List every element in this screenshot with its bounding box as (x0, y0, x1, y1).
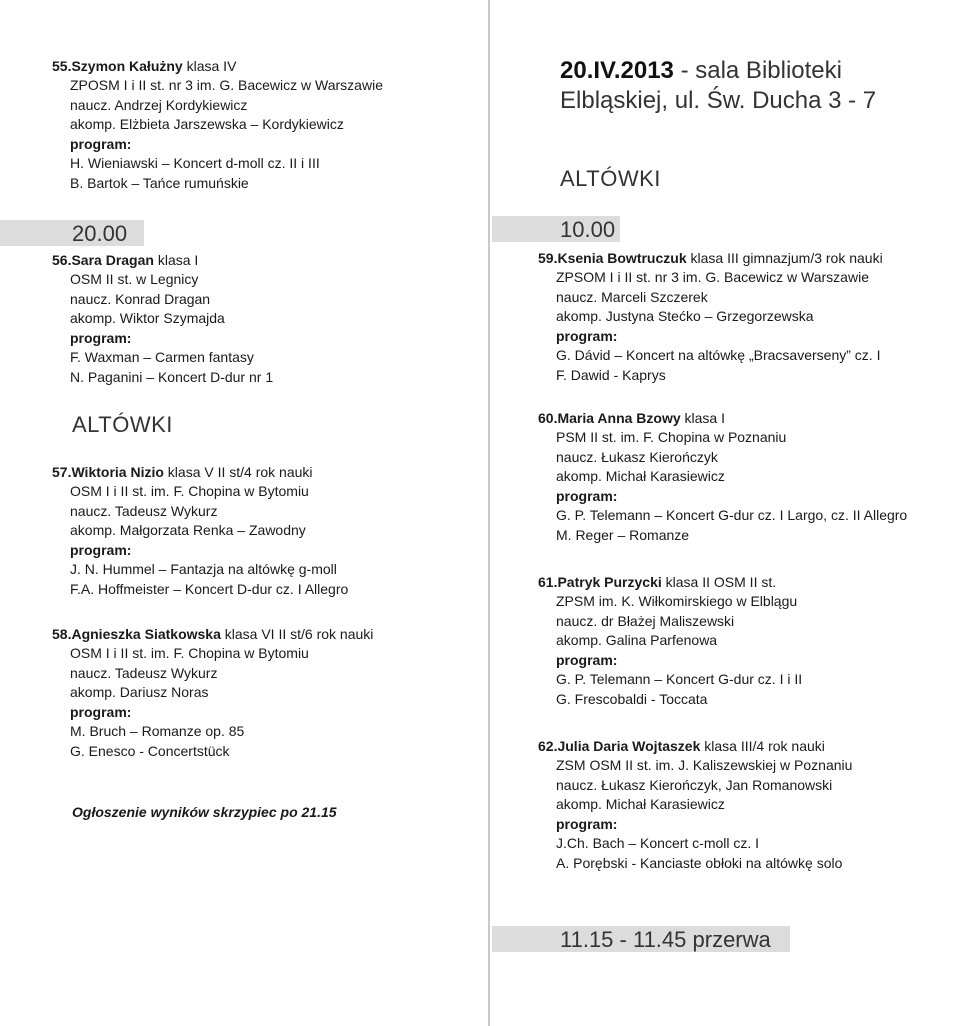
entry-61 (538, 572, 802, 709)
program-label: program: (556, 815, 618, 832)
program-item: G. Frescobaldi - Toccata (556, 690, 708, 707)
entry-number: 56. (52, 252, 72, 268)
accompanist-line: akomp. Dariusz Noras (70, 684, 209, 700)
performer-name: Sara Dragan (71, 252, 154, 268)
performer-name: Maria Anna Bzowy (557, 410, 681, 426)
program-item: G. Dávid – Koncert na altówkę „Bracsaverseny” cz. I (556, 347, 881, 363)
entry-header (52, 56, 383, 76)
accompanist-line: akomp. Elżbieta Jarszewska – Kordykiewicz (70, 116, 344, 132)
entry-58 (52, 624, 373, 761)
entry-header (52, 462, 348, 482)
performer-class: klasa IV (182, 58, 237, 74)
entry-number: 55. (52, 58, 72, 74)
entry-details (52, 482, 348, 599)
teacher-line: naucz. Marceli Szczerek (556, 288, 708, 305)
entry-59 (538, 248, 883, 385)
time-bar-break (492, 926, 790, 952)
school-line: ZPSOM I i II st. nr 3 im. G. Bacewicz w Warszawie (556, 269, 869, 285)
program-label: program: (70, 329, 132, 346)
teacher-line: naucz. Łukasz Kierończyk (556, 448, 718, 465)
program-item: M. Bruch – Romanze op. 85 (70, 723, 245, 739)
entry-number: 59. (538, 250, 558, 266)
accompanist-line: akomp. Galina Parfenowa (556, 632, 718, 648)
performer-class: klasa III gimnazjum/3 rok nauki (686, 250, 883, 266)
performer-class: klasa II OSM II st. (661, 574, 777, 590)
entry-header (52, 250, 273, 270)
entry-details (538, 592, 802, 709)
performer-class: klasa V II st/4 rok nauki (163, 464, 313, 480)
time-label: 10.00 (560, 217, 616, 242)
program-item: F.A. Hoffmeister – Koncert D-dur cz. I Allegro (70, 580, 349, 597)
program-item: B. Bartok – Tańce rumuńskie (70, 174, 249, 191)
accompanist-line: akomp. Michał Karasiewicz (556, 468, 725, 484)
entry-60 (538, 408, 907, 545)
teacher-line: naucz. Tadeusz Wykurz (70, 664, 218, 681)
teacher-line: naucz. Konrad Dragan (70, 290, 211, 307)
entry-57 (52, 462, 348, 599)
school-line: ZSM OSM II st. im. J. Kaliszewskiej w Poznaniu (556, 757, 853, 773)
program-label: program: (70, 135, 132, 152)
teacher-line: naucz. dr Błażej Maliszewski (556, 612, 735, 629)
school-line: PSM II st. im. F. Chopina w Poznaniu (556, 429, 787, 445)
program-label: program: (556, 327, 618, 344)
section-title: ALTÓWKI (72, 412, 173, 437)
teacher-line: naucz. Łukasz Kierończyk, Jan Romanowski (556, 776, 833, 793)
performer-name: Agnieszka Siatkowska (71, 626, 221, 642)
results-announcement: Ogłoszenie wyników skrzypiec po 21.15 (72, 804, 337, 820)
venue-address: Elbląskiej, ul. Św. Ducha 3 - 7 (560, 87, 877, 114)
program-label: program: (556, 651, 618, 668)
program-item: F. Waxman – Carmen fantasy (70, 349, 254, 365)
accompanist-line: akomp. Małgorzata Renka – Zawodny (70, 522, 306, 538)
program-item: A. Porębski - Kanciaste obłoki na altówkę solo (556, 854, 843, 871)
teacher-line: naucz. Tadeusz Wykurz (70, 502, 218, 519)
column-divider (488, 0, 490, 1026)
time-bar-10-00 (492, 216, 620, 242)
time-label: 20.00 (72, 221, 128, 246)
entry-number: 58. (52, 626, 72, 642)
program-item: N. Paganini – Koncert D-dur nr 1 (70, 368, 274, 385)
performer-name: Ksenia Bowtruczuk (557, 250, 687, 266)
event-date: 20.IV.2013 (560, 57, 674, 84)
entry-details (538, 268, 883, 385)
section-title: ALTÓWKI (560, 166, 661, 191)
performer-name: Wiktoria Nizio (71, 464, 164, 480)
program-item: J.Ch. Bach – Koncert c-moll cz. I (556, 835, 760, 851)
entry-header (538, 572, 802, 592)
school-line: ZPSM im. K. Wiłkomirskiego w Elblągu (556, 593, 798, 609)
performer-class: klasa VI II st/6 rok nauki (220, 626, 374, 642)
school-line: OSM I i II st. im. F. Chopina w Bytomiu (70, 645, 309, 661)
performer-name: Szymon Kałużny (71, 58, 183, 74)
venue-header (560, 56, 876, 116)
entry-56 (52, 250, 273, 387)
entry-number: 60. (538, 410, 558, 426)
program-item: G. P. Telemann – Koncert G-dur cz. I Largo, cz. II Allegro (556, 507, 908, 523)
program-label: program: (556, 487, 618, 504)
time-bar-20-00 (0, 220, 144, 246)
program-item: J. N. Hummel – Fantazja na altówkę g-moll (70, 561, 337, 577)
school-line: OSM II st. w Legnicy (70, 271, 199, 287)
entry-header (538, 736, 852, 756)
program-item: G. P. Telemann – Koncert G-dur cz. I i II (556, 671, 803, 687)
performer-name: Patryk Purzycki (557, 574, 662, 590)
entry-details (538, 756, 852, 873)
entry-header (538, 408, 907, 428)
performer-class: klasa I (680, 410, 725, 426)
entry-details (52, 76, 383, 193)
venue-name: - sala Biblioteki (673, 57, 842, 84)
program-item: H. Wieniawski – Koncert d-moll cz. II i III (70, 155, 320, 171)
entry-number: 57. (52, 464, 72, 480)
entry-number: 61. (538, 574, 558, 590)
performer-class: klasa I (153, 252, 199, 268)
accompanist-line: akomp. Wiktor Szymajda (70, 310, 225, 326)
entry-55 (52, 56, 383, 193)
entry-header (52, 624, 373, 644)
entry-details (52, 644, 373, 761)
teacher-line: naucz. Andrzej Kordykiewicz (70, 96, 248, 113)
entry-number: 62. (538, 738, 558, 754)
program-label: program: (70, 541, 132, 558)
program-item: M. Reger – Romanze (556, 526, 690, 543)
entry-details (52, 270, 273, 387)
entry-62 (538, 736, 852, 873)
program-item: G. Enesco - Concertstück (70, 742, 230, 759)
accompanist-line: akomp. Michał Karasiewicz (556, 796, 725, 812)
break-label: 11.15 - 11.45 przerwa (560, 927, 771, 952)
school-line: ZPOSM I i II st. nr 3 im. G. Bacewicz w Warszawie (70, 77, 383, 93)
entry-details (538, 428, 907, 545)
entry-header (538, 248, 883, 268)
performer-name: Julia Daria Wojtaszek (557, 738, 701, 754)
school-line: OSM I i II st. im. F. Chopina w Bytomiu (70, 483, 309, 499)
program-item: F. Dawid - Kaprys (556, 366, 666, 383)
accompanist-line: akomp. Justyna Stećko – Grzegorzewska (556, 308, 814, 324)
performer-class: klasa III/4 rok nauki (700, 738, 825, 754)
program-label: program: (70, 703, 132, 720)
